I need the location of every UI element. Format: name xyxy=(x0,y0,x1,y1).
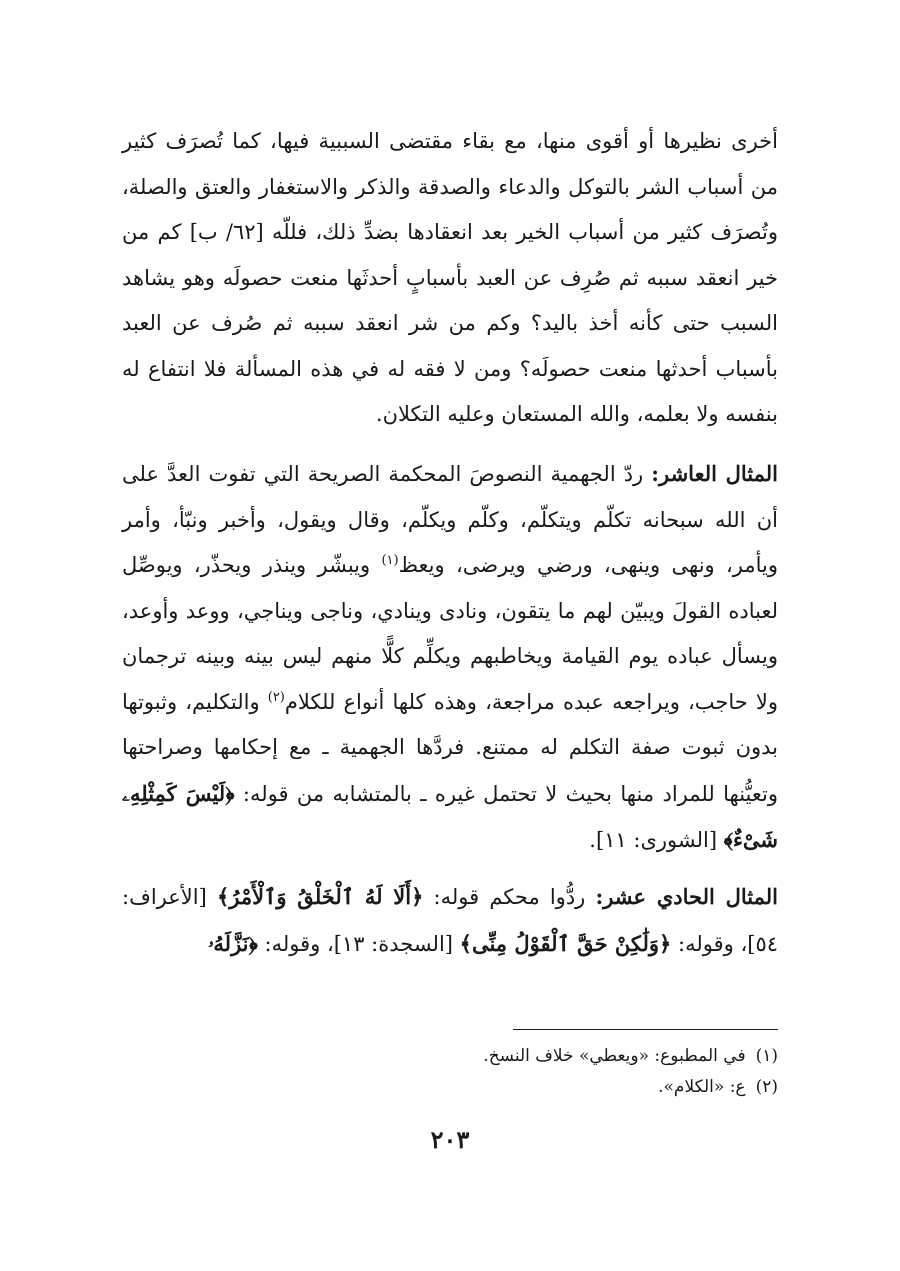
section-heading-eleventh: المثال الحادي عشر: xyxy=(595,884,778,909)
footnote-separator xyxy=(513,1029,778,1030)
verse-reference: [السجدة: ١٣] xyxy=(333,931,460,956)
quran-verse: ﴿وَلَٰكِنْ حَقَّ ٱلْقَوْلُ مِنِّى﴾ xyxy=(459,930,672,956)
paragraph-eleventh-example xyxy=(122,874,778,967)
paragraph-causes: أخرى نظيرها أو أقوى منها، مع بقاء مقتضى السببية فيها، كما تُصرَف كثير من أسباب الشر بالتوكل والدعاء والصدقة والذكر والاستغفار والعتق والصلة، وتُصرَف كثير من أسباب الخير بعد انعقادها بضدِّ ذلك، فللّه [٦٢/ ب] كم من خير انعقد سببه ثم صُرِف عن العبد بأسبابٍ أحدثَها منعت حصولَه وهو يشاهد السبب حتى كأنه أخذ باليد؟ وكم من شر انعقد سببه ثم صُرف عن العبد بأسباب أحدثها منعت حصولَه؟ ومن لا فقه له في هذه المسألة فلا انتفاع له بنفسه ولا بعلمه، والله المستعان وعليه التكلان. xyxy=(122,129,778,426)
quran-verse: ﴿نَزَّلَهُۥ xyxy=(208,930,258,956)
verse-reference: [الشورى: ١١]. xyxy=(589,828,724,852)
text-segment: ، وقوله: xyxy=(671,931,748,956)
quran-verse: ﴿لَيْسَ كَمِثْلِهِۦ شَىْءٌ﴾ xyxy=(122,780,778,852)
quran-verse: ﴿أَلَا لَهُ ٱلْخَلْقُ وَٱلْأَمْرُ﴾ xyxy=(216,884,424,909)
footnote-ref-2[interactable]: (٢) xyxy=(267,689,285,705)
text-segment: ردّ الجهمية النصوصَ المحكمة الصريحة التي تفوت العدَّ على أن الله سبحانه تكلّم ويتكلّم، وكلّم ويكلّم، وقال ويقول، وأخبر ونبّأ، وأمر ويأمر، ونهى وينهى، ورضي ويرضى، ويعظ xyxy=(122,462,779,577)
section-heading-tenth: المثال العاشر: xyxy=(651,461,778,486)
text-segment: ردُّوا محكم قوله: xyxy=(423,885,596,909)
footnote-number: (١) xyxy=(755,1046,778,1066)
footnote-number: (٢) xyxy=(755,1077,778,1097)
paragraph-tenth-example xyxy=(122,451,778,864)
footnote-ref-1[interactable]: (١) xyxy=(381,553,399,568)
footnote-text: في المطبوع: «ويعطي» خلاف النسخ. xyxy=(483,1046,746,1066)
footnotes xyxy=(122,1041,778,1103)
footnote-text: ع: «الكلام». xyxy=(658,1077,746,1097)
text-segment: والتكليم، وثبوتها بدون ثبوت صفة التكلم له ممتنع. فردَّها الجهمية ـ مع إحكامها وصراحتها وتعيُّنها للمراد منها بحيث لا تحتمل غيره ـ بالمتشابه من قوله: xyxy=(122,689,778,806)
footnote-2 xyxy=(122,1072,778,1103)
page-number: ٢٠٣ xyxy=(430,1125,470,1154)
verse-reference: [الأعراف: ٥٤] xyxy=(122,885,778,956)
text-segment: ، وقوله: xyxy=(257,931,334,956)
footnote-1 xyxy=(122,1041,778,1072)
text-segment: ويبشّر وينذر ويحذّر، ويوصِّل لعباده القولَ ويبيّن لهم ما يتقون، ونادى وينادي، وناجى ويناجي، ووعد وأوعد، ويسأل عباده يوم القيامة ويخاطبهم ويكلِّم كلًّا منهم ليس بينه وبينه ترجمان ولا حاجب، ويراجعه عبده مراجعة، وهذه كلها أنواع للكلام xyxy=(122,553,778,714)
